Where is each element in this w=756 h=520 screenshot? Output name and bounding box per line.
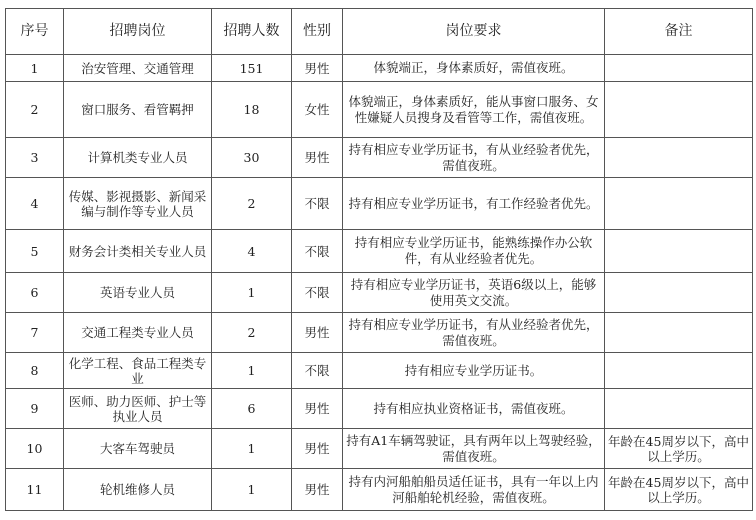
cell-note [605, 82, 753, 138]
cell-requirements: 体貌端正，身体素质好，需值夜班。 [343, 55, 605, 82]
cell-requirements: 持有相应专业学历证书，英语6级以上，能够使用英文交流。 [343, 273, 605, 313]
cell-gender: 男性 [292, 313, 343, 353]
cell-no: 1 [6, 55, 64, 82]
cell-no: 11 [6, 469, 64, 511]
cell-post: 财务会计类相关专业人员 [64, 230, 212, 273]
cell-count: 151 [212, 55, 292, 82]
cell-no: 4 [6, 178, 64, 230]
cell-gender: 男性 [292, 389, 343, 429]
cell-requirements: 体貌端正，身体素质好，能从事窗口服务、女性嫌疑人员搜身及看管等工作，需值夜班。 [343, 82, 605, 138]
cell-requirements: 持有相应专业学历证书，有从业经验者优先，需值夜班。 [343, 138, 605, 178]
cell-gender: 男性 [292, 469, 343, 511]
cell-gender: 男性 [292, 138, 343, 178]
cell-count: 1 [212, 469, 292, 511]
cell-post: 交通工程类专业人员 [64, 313, 212, 353]
cell-post: 英语专业人员 [64, 273, 212, 313]
cell-requirements: 持有A1车辆驾驶证，具有两年以上驾驶经验，需值夜班。 [343, 429, 605, 469]
table-row [6, 138, 753, 178]
header-row [6, 9, 753, 55]
cell-gender: 不限 [292, 273, 343, 313]
table-row [6, 55, 753, 82]
cell-note [605, 55, 753, 82]
header-no: 序号 [6, 9, 64, 55]
table-row [6, 313, 753, 353]
table-row [6, 178, 753, 230]
cell-note [605, 178, 753, 230]
cell-post: 窗口服务、看管羁押 [64, 82, 212, 138]
cell-count: 2 [212, 313, 292, 353]
cell-gender: 不限 [292, 353, 343, 389]
recruitment-table [5, 8, 753, 511]
cell-note [605, 230, 753, 273]
cell-note [605, 273, 753, 313]
cell-post: 传媒、影视摄影、新闻采编与制作等专业人员 [64, 178, 212, 230]
cell-count: 1 [212, 429, 292, 469]
header-count: 招聘人数 [212, 9, 292, 55]
cell-post: 轮机维修人员 [64, 469, 212, 511]
cell-gender: 不限 [292, 178, 343, 230]
cell-count: 4 [212, 230, 292, 273]
cell-post: 计算机类专业人员 [64, 138, 212, 178]
table-row [6, 469, 753, 511]
cell-no: 5 [6, 230, 64, 273]
cell-requirements: 持有相应专业学历证书，有从业经验者优先，需值夜班。 [343, 313, 605, 353]
cell-count: 1 [212, 273, 292, 313]
cell-requirements: 持有相应专业学历证书，有工作经验者优先。 [343, 178, 605, 230]
cell-requirements: 持有相应专业学历证书。 [343, 353, 605, 389]
cell-requirements: 持有相应执业资格证书，需值夜班。 [343, 389, 605, 429]
cell-count: 2 [212, 178, 292, 230]
header-post: 招聘岗位 [64, 9, 212, 55]
cell-note: 年龄在45周岁以下，高中以上学历。 [605, 429, 753, 469]
cell-no: 10 [6, 429, 64, 469]
table-row [6, 82, 753, 138]
cell-post: 治安管理、交通管理 [64, 55, 212, 82]
cell-requirements: 持有内河船舶船员适任证书，具有一年以上内河船舶轮机经验，需值夜班。 [343, 469, 605, 511]
cell-count: 6 [212, 389, 292, 429]
cell-no: 3 [6, 138, 64, 178]
table-row [6, 353, 753, 389]
cell-post: 医师、助力医师、护士等执业人员 [64, 389, 212, 429]
header-gender: 性别 [292, 9, 343, 55]
cell-gender: 男性 [292, 429, 343, 469]
cell-note [605, 353, 753, 389]
cell-gender: 不限 [292, 230, 343, 273]
header-notes: 备注 [605, 9, 753, 55]
cell-note [605, 138, 753, 178]
cell-post: 化学工程、食品工程类专业 [64, 353, 212, 389]
cell-note: 年龄在45周岁以下，高中以上学历。 [605, 469, 753, 511]
cell-gender: 男性 [292, 55, 343, 82]
cell-post: 大客车驾驶员 [64, 429, 212, 469]
cell-count: 1 [212, 353, 292, 389]
table-row [6, 230, 753, 273]
cell-no: 2 [6, 82, 64, 138]
cell-no: 6 [6, 273, 64, 313]
table-row [6, 273, 753, 313]
cell-count: 18 [212, 82, 292, 138]
cell-note [605, 313, 753, 353]
table-row [6, 429, 753, 469]
cell-gender: 女性 [292, 82, 343, 138]
cell-no: 7 [6, 313, 64, 353]
header-requirements: 岗位要求 [343, 9, 605, 55]
cell-no: 8 [6, 353, 64, 389]
table-row [6, 389, 753, 429]
cell-requirements: 持有相应专业学历证书，能熟练操作办公软件，有从业经验者优先。 [343, 230, 605, 273]
cell-note [605, 389, 753, 429]
cell-count: 30 [212, 138, 292, 178]
cell-no: 9 [6, 389, 64, 429]
